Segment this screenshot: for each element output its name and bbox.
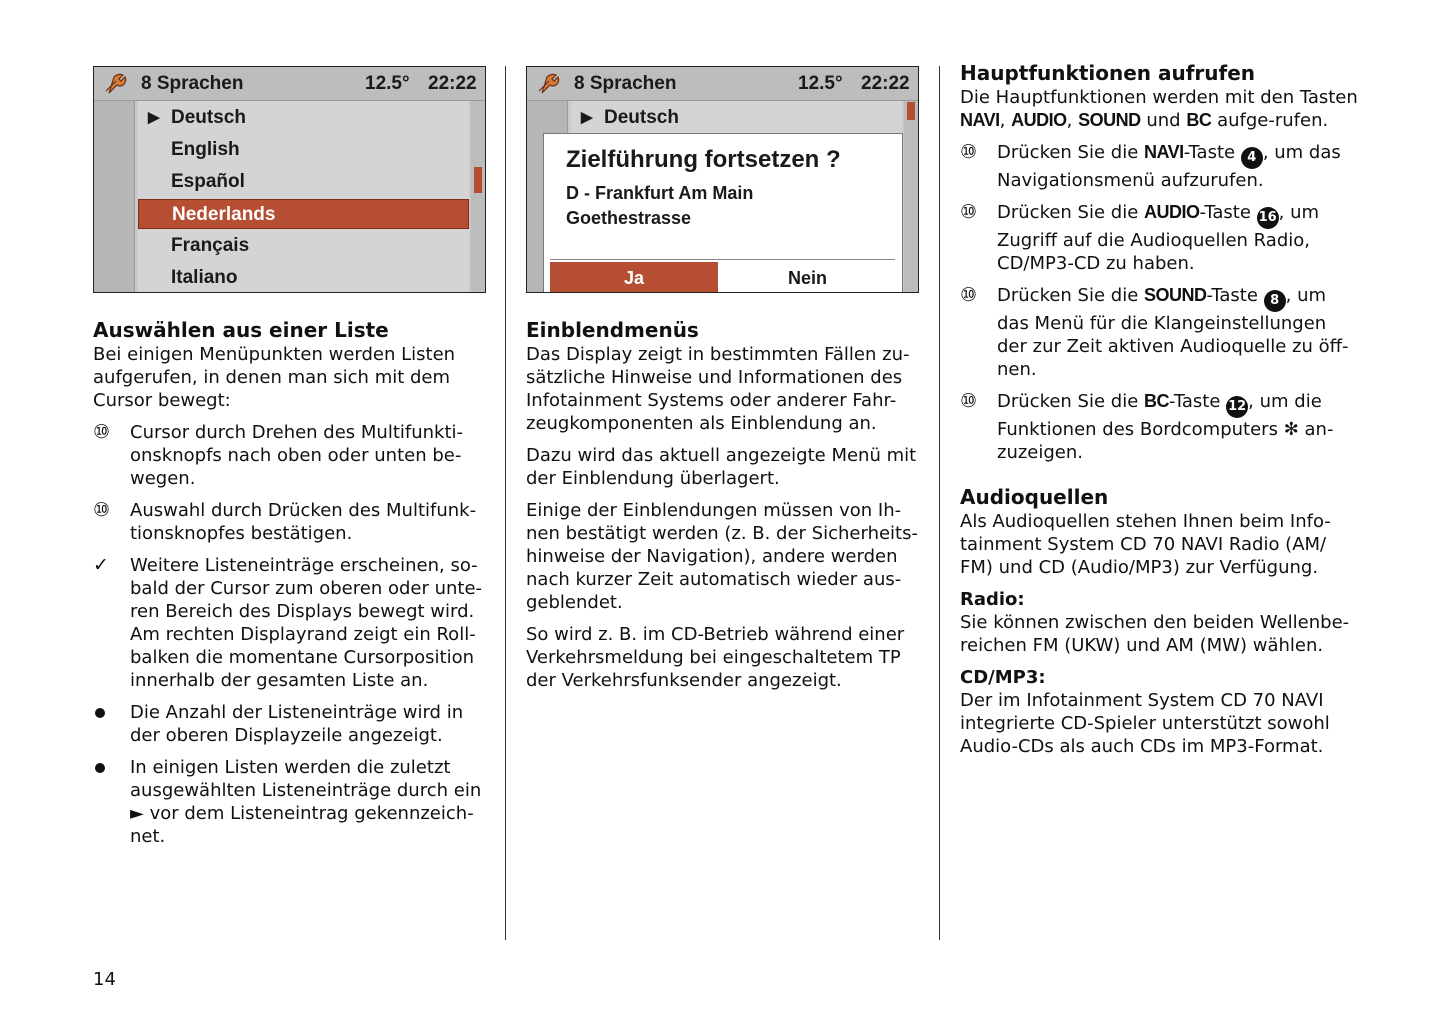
item-text: In einigen Listen werden die zuletzt ausgewählten Listeneinträge durch ein: [130, 757, 482, 801]
bullet-icon: [95, 763, 105, 773]
key-label: AUDIO: [1144, 202, 1200, 222]
display-header: [94, 67, 485, 101]
section-heading: Audioquellen: [960, 485, 1109, 509]
display-temperature: 12.5°: [798, 73, 843, 94]
paragraph: Der im Infotainment System CD 70 NAVI integrierte CD-Spieler unterstützt sowohl Audio-CDs als auch CDs im MP3-Format.: [960, 690, 1330, 757]
list-item: ⑩ Drücken Sie die SOUND-Taste 8 , um das Menü für die Klangeinstellungen der zur Zeit aktiven Audioquelle zu öff-nen.: [960, 284, 1349, 380]
wrench-icon: [103, 72, 129, 94]
column-middle: [526, 60, 919, 692]
display-screen-popup: [526, 66, 919, 293]
display-clock: 22:22: [428, 73, 477, 94]
page-number: 14: [93, 969, 116, 990]
subheading: Radio:: [960, 589, 1025, 610]
display-header: [527, 67, 918, 101]
star-icon: ✻: [1283, 419, 1299, 440]
number-badge-icon: 8: [1264, 290, 1286, 312]
display-screen-language-list: [93, 66, 486, 293]
paragraph: Dazu wird das aktuell angezeigte Menü mit der Einblendung überlagert.: [526, 445, 917, 489]
item-text: vor dem Listeneintrag gekennzeich-net.: [130, 803, 474, 847]
popup-dialog: [543, 133, 903, 293]
key-label: AUDIO: [1011, 110, 1067, 130]
column-divider: [505, 66, 506, 940]
step-icon: ⑩: [960, 390, 978, 412]
item-text: Weitere Listeneinträge erscheinen, so-bald der Cursor zum oberen oder unte-ren Bereich des Displays bewegt wird. Am rechten Displayrand zeigt ein Roll-balken die momentane Cursorposition innerhalb der gesamten Liste an.: [130, 555, 483, 691]
arrow-icon: ►: [130, 803, 144, 824]
step-icon: ⑩: [960, 284, 978, 306]
list-item: ⑩ Drücken Sie die NAVI-Taste 4 , um das Navigationsmenü aufzurufen.: [960, 141, 1341, 191]
list-item: [93, 554, 486, 692]
step-icon: ⑩: [93, 421, 111, 443]
column-left: [93, 60, 486, 848]
column-divider: [939, 66, 940, 940]
paragraph: Das Display zeigt in bestimmten Fällen zu-sätzliche Hinweise und Informationen des Infotainment Systems oder anderer Fahr-zeugkomponenten als Einblendung an.: [526, 344, 910, 434]
list-item: ⑩ Drücken Sie die BC-Taste 12 , um die Funktionen des Bordcomputers ✻ an-zuzeigen.: [960, 390, 1334, 463]
marker-arrow-icon: ▶: [148, 109, 160, 126]
language-list-item[interactable]: Español: [171, 171, 245, 192]
number-badge-icon: 4: [1241, 147, 1263, 169]
display-title: 8 Sprachen: [141, 73, 244, 94]
language-list-item[interactable]: ▶ Deutsch: [138, 103, 469, 133]
yes-button[interactable]: Ja: [550, 262, 718, 293]
key-label: NAVI: [1144, 142, 1184, 162]
paragraph: Sie können zwischen den beiden Wellenbe-reichen FM (UKW) und AM (MW) wählen.: [960, 612, 1350, 656]
list-item: [93, 756, 486, 848]
step-icon: ⑩: [93, 499, 111, 521]
item-text: Cursor durch Drehen des Multifunkti-onsknopfs nach oben oder unten be-wegen.: [130, 422, 464, 489]
scrollbar-track[interactable]: [904, 101, 918, 292]
paragraph: So wird z. B. im CD-Betrieb während einer Verkehrsmeldung bei eingeschaltetem TP der Verkehrsfunksender angezeigt.: [526, 624, 905, 691]
key-label: BC: [1144, 391, 1170, 411]
paragraph: Die Hauptfunktionen werden mit den Tasten NAVI, AUDIO, SOUND und BC aufge-rufen.: [960, 87, 1358, 131]
subheading: CD/MP3:: [960, 667, 1046, 688]
marker-arrow-icon: ▶: [581, 109, 593, 126]
wrench-icon: [536, 72, 562, 94]
step-icon: ⑩: [960, 141, 978, 163]
popup-button-row: [550, 259, 895, 293]
key-label: BC: [1186, 110, 1212, 130]
language-list-item[interactable]: English: [171, 139, 240, 160]
key-label: SOUND: [1144, 285, 1207, 305]
scrollbar-thumb[interactable]: [907, 102, 915, 120]
column-right: [960, 60, 1360, 758]
list-item: [93, 701, 486, 747]
list-item: [93, 421, 486, 490]
item-text: Auswahl durch Drücken des Multifunk-tionsknopfes bestätigen.: [130, 500, 477, 544]
language-list-item[interactable]: Français: [171, 235, 250, 256]
language-list-item[interactable]: Italiano: [171, 267, 238, 288]
popup-destination-street: Goethestrasse: [566, 208, 692, 228]
key-label: NAVI: [960, 110, 1000, 130]
step-icon: ⑩: [960, 201, 978, 223]
number-badge-icon: 12: [1226, 396, 1248, 418]
paragraph: Einige der Einblendungen müssen von Ih-nen bestätigt werden (z. B. der Sicherheits-hinweise der Navigation), andere werden nach kurzer Zeit automatisch wieder aus-geblendet.: [526, 500, 918, 613]
section-heading: Hauptfunktionen aufrufen: [960, 61, 1256, 85]
section-heading: Auswählen aus einer Liste: [93, 318, 389, 342]
list-item: [93, 499, 486, 545]
item-text: Die Anzahl der Listeneinträge wird in der oberen Displayzeile angezeigt.: [130, 702, 464, 746]
display-clock: 22:22: [861, 73, 910, 94]
popup-question: Zielführung fortsetzen ?: [566, 146, 841, 173]
scrollbar-track[interactable]: [471, 101, 485, 292]
paragraph: Als Audioquellen stehen Ihnen beim Info-tainment System CD 70 NAVI Radio (AM/ FM) und CD (Audio/MP3) zur Verfügung.: [960, 511, 1331, 578]
no-button[interactable]: Nein: [720, 262, 895, 293]
display-temperature: 12.5°: [365, 73, 410, 94]
menu-item[interactable]: ▶ Deutsch: [571, 103, 902, 133]
scrollbar-thumb[interactable]: [474, 167, 482, 193]
popup-destination-city: D - Frankfurt Am Main: [566, 183, 754, 203]
display-left-strip: [94, 101, 135, 292]
key-label: SOUND: [1078, 110, 1141, 130]
display-title: 8 Sprachen: [574, 73, 677, 94]
paragraph: Bei einigen Menüpunkten werden Listen aufgerufen, in denen man sich mit dem Cursor bewegt:: [93, 344, 456, 411]
number-badge-icon: 16: [1257, 207, 1279, 229]
bullet-icon: [95, 708, 105, 718]
list-item: ⑩ Drücken Sie die AUDIO-Taste 16 , um Zugriff auf die Audioquellen Radio, CD/MP3-CD zu haben.: [960, 201, 1320, 274]
section-heading: Einblendmenüs: [526, 318, 699, 342]
language-list-item[interactable]: Nederlands: [138, 199, 469, 229]
check-icon: ✓: [93, 554, 109, 576]
